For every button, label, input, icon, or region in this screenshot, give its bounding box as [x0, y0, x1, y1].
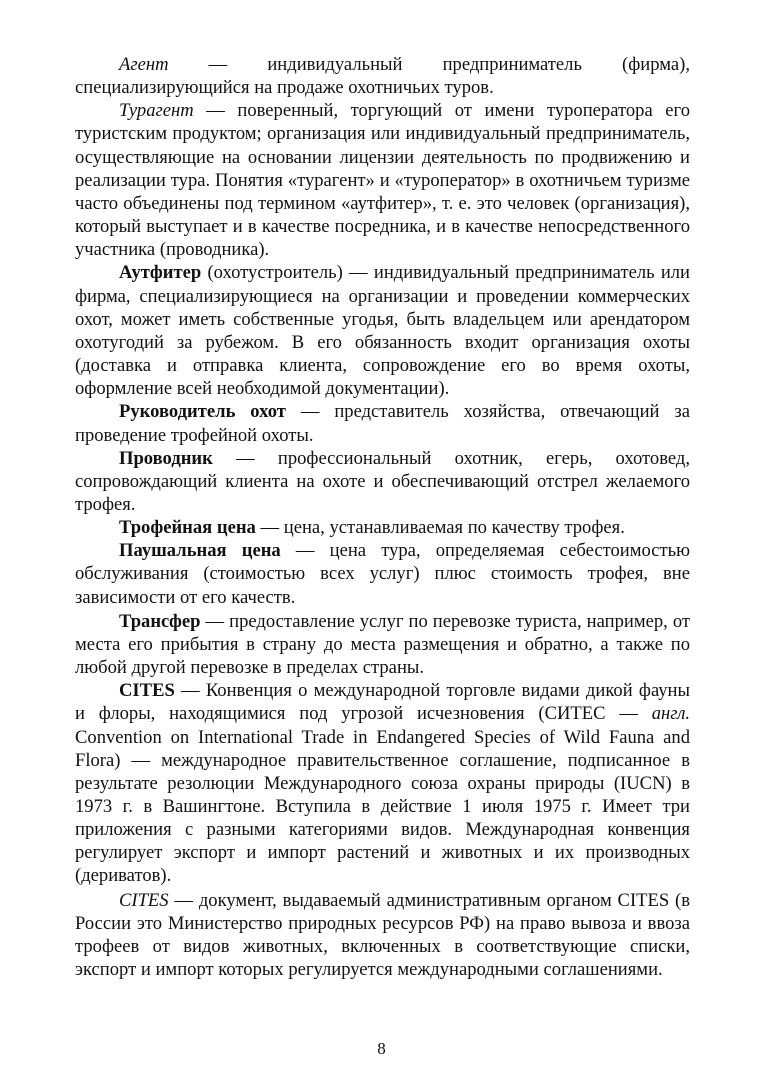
definition-outfitter [75, 261, 690, 400]
term: CITES [119, 889, 169, 911]
definition-cites-document [75, 889, 690, 982]
definition-text: Convention on International Trade in Endangered Species of Wild Fauna and Flora) — международное правительственное соглашение, подписанное в результате резолюции Международного союза охраны природы (IUCN) в 1973 г. в Вашингтоне. Вступила в действие 1 июля 1975 г. Имеет три приложения с разными категориями видов. Международная конвенция регулирует экспорт и импорт растений и животных и их производных (дериватов). [75, 726, 690, 887]
definition-text: — профессиональный охотник, егерь, охотовед, сопровождающий клиента на охоте и обеспечивающий отстрел желаемого трофея. [75, 447, 690, 515]
definition-hunt-manager [75, 400, 690, 446]
language-abbreviation: англ. [651, 703, 690, 725]
term: Трансфер [119, 610, 201, 632]
definition-text: — цена тура, определяемая себестоимостью обслуживания (стоимостью всех услуг) плюс стоимость трофея, вне зависимости от его качеств. [75, 540, 690, 608]
term: Трофейная цена [119, 517, 256, 539]
term: Аутфитер [119, 262, 202, 284]
definition-guide [75, 447, 690, 516]
definition-flat-price [75, 539, 690, 608]
definition-agent [75, 53, 690, 99]
definition-text-lead: — Конвенция о международной торговле видами дикой фауны и флоры, находящимися под угрозой исчезновения (СИТЕС — [75, 680, 690, 725]
definition-text: — предоставление услуг по перевозке туриста, например, от места его прибытия в страну до места размещения и обратно, а также по любой другой перевозке в пределах страны. [75, 610, 690, 679]
definition-text: — поверенный, торгующий от имени туроператора его туристским продуктом; организация или индивидуальный предприниматель, осуществляющие на основании лицензии деятельность по продвижению и реализации тура. Понятия «турагент» и «туроператор» в охотничьем туризме часто объединены под термином «аутфитер», т. е. это человек (организация), который выступает и в качестве посредника, и в качестве непосредственного участника (проводника). [75, 100, 690, 261]
definition-trophy-price [75, 516, 690, 539]
definition-transfer [75, 610, 690, 679]
definition-cites-convention [75, 679, 690, 887]
definition-text: — документ, выдаваемый административным органом CITES (в России это Министерство природных ресурсов РФ) на право вывоза и ввоза трофеев от видов животных, включенных в соответствующие списки, экспорт и импорт которых регулируется международными соглашениями. [75, 889, 690, 981]
term: Руководитель охот [119, 401, 286, 423]
definition-text: — индивидуальный предприниматель (фирма), специализирующийся на продаже охотничьих туров. [75, 54, 690, 99]
definition-text: — представитель хозяйства, отвечающий за проведение трофейной охоты. [75, 401, 690, 446]
term: Проводник [119, 447, 213, 469]
definition-text: (охотустроитель) — индивидуальный предприниматель или фирма, специализирующиеся на организации и проведении коммерческих охот, может иметь собственные угодья, быть владельцем или арендатором охотугодий за рубежом. В его обязанность входит организация охоты (доставка и отправка клиента, сопровождение его во время охоты, оформление всей необходимой документации). [75, 262, 690, 400]
definition-text: — цена, устанавливаемая по качеству трофея. [255, 517, 625, 539]
page-number: 8 [377, 1039, 386, 1058]
term: CITES [119, 680, 175, 702]
definition-touragent [75, 99, 690, 261]
term: Турагент [119, 100, 194, 122]
page-body [75, 53, 690, 981]
term: Паушальная цена [119, 540, 281, 562]
term: Агент [119, 54, 169, 75]
